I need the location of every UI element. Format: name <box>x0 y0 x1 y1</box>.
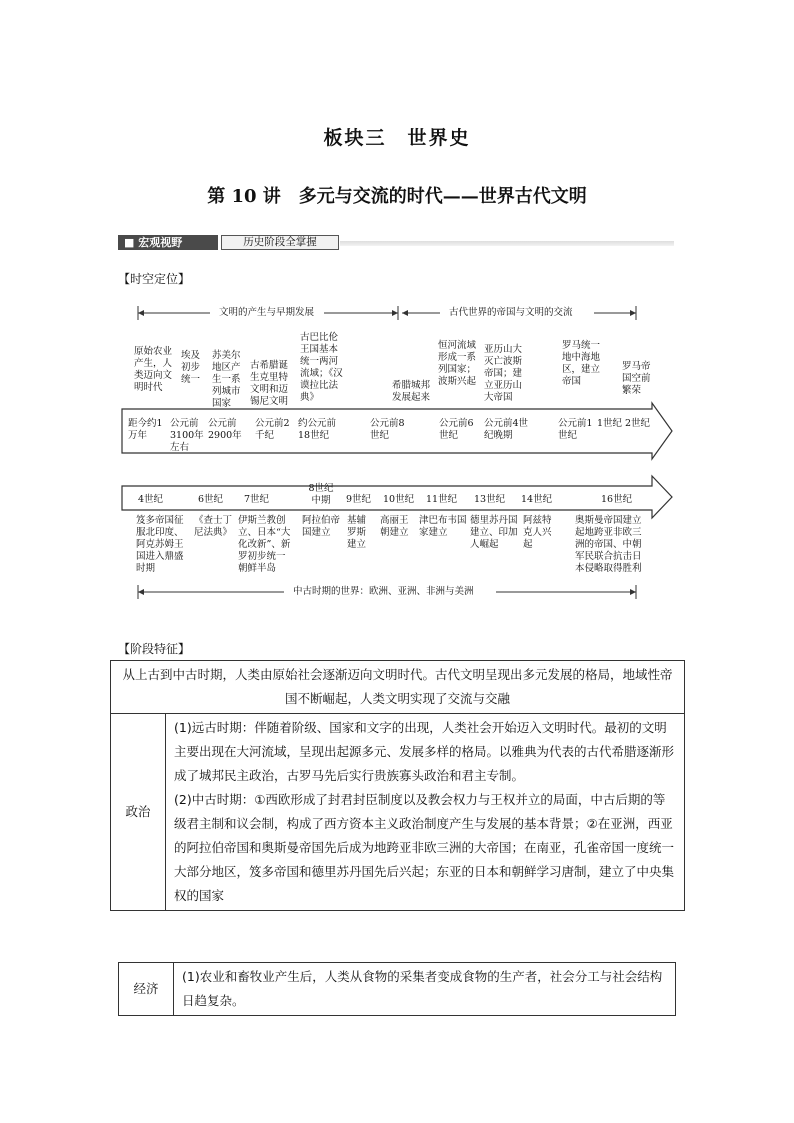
event-delhi-inca: 德里苏丹国建立、印加人崛起 <box>470 515 518 550</box>
politics-medieval: (2)中古时期：①西欧形成了封君封臣制度以及教会权力与王权并立的局面，中古后期的等级君主制和议会制，构成了西方资本主义政治制度产生与发展的基本背景；②在亚洲，西亚的阿拉伯帝国和奥斯曼帝国先后成为地跨亚非欧三洲的大帝国；在南亚，孔雀帝国一度统一大部分地区，笈多帝国和德里苏丹国先后兴起；东亚的日本和朝鲜学习唐制，建立了中央集权的国家 <box>174 792 675 903</box>
time-label: 6世纪 <box>198 494 224 505</box>
banner-tag: ■ 宏观视野 <box>118 235 218 250</box>
banner-subtitle: 历史阶段全掌握 <box>221 235 339 250</box>
time-label: 距今约1万年 <box>128 418 163 441</box>
politics-content <box>166 714 685 911</box>
bracket-medieval-world: 中古时期的世界：欧洲、亚洲、非洲与美洲 <box>290 586 477 598</box>
time-label: 公元前2900年 <box>208 418 242 441</box>
event-goryeo: 高丽王朝建立 <box>380 515 409 538</box>
time-label: 8世纪中期 <box>308 483 334 506</box>
time-label: 1世纪 <box>597 418 623 429</box>
time-label: 16世纪 <box>601 494 633 505</box>
politics-ancient: (1)远古时期：伴随着阶级、国家和文字的出现，人类社会开始迈入文明时代。最初的文明主要出现在大河流域，呈现出起源多元、发展多样的格局。以雅典为代表的古代希腊逐渐形成了城邦民主政治，古罗马先后实行贵族寡头政治和君主专制。 <box>174 720 675 783</box>
time-label: 公元前4世纪晚期 <box>484 418 529 441</box>
event-egypt-unified: 埃及初步统一 <box>181 350 201 385</box>
section-title: 板块三 世界史 <box>323 127 471 149</box>
event-aztec: 阿兹特克人兴起 <box>523 515 552 550</box>
time-label: 公元前1世纪 <box>558 418 593 441</box>
time-label: 11世纪 <box>426 494 458 505</box>
politics-label: 政治 <box>111 714 166 911</box>
summary-cell: 从上古到中古时期，人类由原始社会逐渐迈向文明时代。古代文明呈现出多元发展的格局，地域性帝国不断崛起，人类文明实现了交流与交融 <box>111 661 685 714</box>
event-alexander: 亚历山大灭亡波斯帝国；建立亚历山大帝国 <box>484 344 523 403</box>
time-label: 公元前3100年左右 <box>170 418 204 453</box>
time-label: 10世纪 <box>383 494 415 505</box>
event-ganges-persia: 恒河流域形成一系列国家；波斯兴起 <box>438 340 477 387</box>
event-zimbabwe: 津巴布韦国家建立 <box>419 515 467 538</box>
event-rome-prosperity: 罗马帝国空前繁荣 <box>622 361 651 396</box>
time-label: 2世纪 <box>625 418 651 429</box>
event-kievan-rus: 基辅罗斯建立 <box>347 515 367 550</box>
economy-table <box>118 962 676 1016</box>
time-label: 9世纪 <box>346 494 372 505</box>
time-label: 14世纪 <box>521 494 553 505</box>
features-section-label: 【阶段特征】 <box>118 642 191 656</box>
time-label: 4世纪 <box>138 494 164 505</box>
bracket-early-civilization: 文明的产生与早期发展 <box>216 307 317 319</box>
politics-table <box>110 660 685 911</box>
economy-label: 经济 <box>119 963 174 1016</box>
time-label: 7世纪 <box>244 494 270 505</box>
event-islam-taika-silla: 伊斯兰教创立、日本“大化改新”、新罗初步统一朝鲜半岛 <box>238 515 291 574</box>
timeline-section-label: 【时空定位】 <box>118 272 191 286</box>
event-greek-polis: 希腊城邦发展起来 <box>392 380 431 403</box>
event-crete-mycenae: 古希腊诞生克里特文明和迈锡尼文明 <box>250 360 289 407</box>
time-label: 13世纪 <box>474 494 506 505</box>
event-rome-unified: 罗马统一地中海地区，建立帝国 <box>562 340 601 387</box>
time-label: 公元前8世纪 <box>370 418 405 441</box>
time-label: 公元前6世纪 <box>439 418 474 441</box>
event-agriculture: 原始农业产生，人类迈向文明时代 <box>134 346 173 393</box>
event-arab-empire: 阿拉伯帝国建立 <box>302 515 341 538</box>
bracket-empires-exchange: 古代世界的帝国与文明的交流 <box>446 307 576 319</box>
event-babylon: 古巴比伦王国基本统一两河流域；《汉谟拉比法典》 <box>300 332 343 403</box>
time-label: 约公元前18世纪 <box>298 418 337 441</box>
lecture-title: 第 10 讲 多元与交流的时代——世界古代文明 <box>207 186 587 207</box>
time-label: 公元前2千纪 <box>255 418 290 441</box>
event-justinian-code: 《查士丁尼法典》 <box>194 515 233 538</box>
event-gupta-aksum: 笈多帝国征服北印度、阿克苏姆王国进入鼎盛时期 <box>136 515 184 574</box>
event-ottoman-korea: 奥斯曼帝国建立起地跨亚非欧三洲的帝国、中朝军民联合抗击日本侵略取得胜利 <box>575 515 642 574</box>
economy-content: (1)农业和畜牧业产生后，人类从食物的采集者变成食物的生产者，社会分工与社会结构日趋复杂。 <box>174 963 676 1016</box>
event-sumer-cities: 苏美尔地区产生一系列城市国家 <box>212 350 241 409</box>
